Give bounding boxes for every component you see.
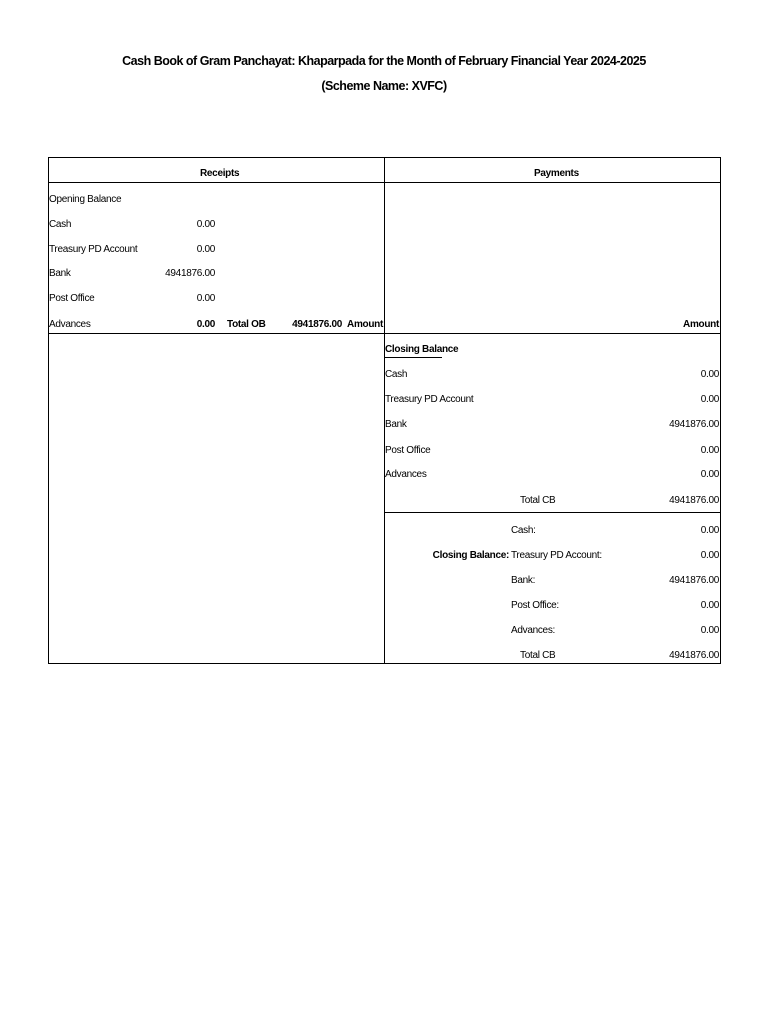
summary-post-office-label: Post Office: <box>511 600 559 611</box>
payment-treasury-label: Treasury PD Account <box>385 394 474 405</box>
payment-advances-value: 0.00 <box>700 469 719 480</box>
summary-bank-label: Bank: <box>511 575 536 586</box>
summary-total-cb-value: 4941876.00 <box>669 650 719 661</box>
receipt-advances-value: 0.00 <box>196 319 215 330</box>
summary-cash-value: 0.00 <box>700 525 719 536</box>
payment-cash-label: Cash <box>385 369 408 380</box>
receipts-amount-label: Amount <box>347 319 383 330</box>
payment-bank-value: 4941876.00 <box>669 419 719 430</box>
receipt-treasury-value: 0.00 <box>196 244 215 255</box>
page-subtitle: (Scheme Name: XVFC) <box>321 79 447 93</box>
closing-label-underline <box>385 357 442 358</box>
total-cb-label: Total CB <box>520 495 556 506</box>
total-ob-value: 4941876.00 <box>292 319 342 330</box>
total-cb-value: 4941876.00 <box>669 495 719 506</box>
payment-post-office-label: Post Office <box>385 445 431 456</box>
summary-total-cb-label: Total CB <box>520 650 556 661</box>
receipts-header: Receipts <box>200 168 240 179</box>
summary-cash-label: Cash: <box>511 525 536 536</box>
receipt-cash-label: Cash <box>49 219 72 230</box>
table-border-right <box>720 157 721 664</box>
receipt-post-office-label: Post Office <box>49 293 95 304</box>
summary-top-border <box>384 512 721 513</box>
receipt-post-office-value: 0.00 <box>196 293 215 304</box>
payment-post-office-value: 0.00 <box>700 445 719 456</box>
payments-header: Payments <box>534 168 579 179</box>
summary-treasury-label: Treasury PD Account: <box>511 550 602 561</box>
table-border-bottom <box>48 663 721 664</box>
summary-advances-label: Advances: <box>511 625 555 636</box>
receipt-advances-label: Advances <box>49 319 91 330</box>
summary-advances-value: 0.00 <box>700 625 719 636</box>
total-ob-label: Total OB <box>227 319 266 330</box>
receipt-cash-value: 0.00 <box>196 219 215 230</box>
summary-bank-value: 4941876.00 <box>669 575 719 586</box>
summary-post-office-value: 0.00 <box>700 600 719 611</box>
payment-advances-label: Advances <box>385 469 427 480</box>
payments-amount-label: Amount <box>683 319 719 330</box>
closing-balance-label: Closing Balance <box>385 344 459 355</box>
payment-bank-label: Bank <box>385 419 407 430</box>
receipt-bank-label: Bank <box>49 268 71 279</box>
payment-treasury-value: 0.00 <box>700 394 719 405</box>
payment-cash-value: 0.00 <box>700 369 719 380</box>
summary-closing-balance-label: Closing Balance: <box>432 550 509 561</box>
receipt-treasury-label: Treasury PD Account <box>49 244 138 255</box>
opening-balance-label: Opening Balance <box>49 194 122 205</box>
summary-treasury-value: 0.00 <box>700 550 719 561</box>
receipt-bank-value: 4941876.00 <box>165 268 215 279</box>
table-border-left <box>48 157 49 664</box>
column-divider <box>384 157 385 664</box>
page-title: Cash Book of Gram Panchayat: Khaparpada for the Month of February Financial Year 2024-2025 <box>122 54 646 68</box>
opening-section-divider <box>48 333 721 334</box>
